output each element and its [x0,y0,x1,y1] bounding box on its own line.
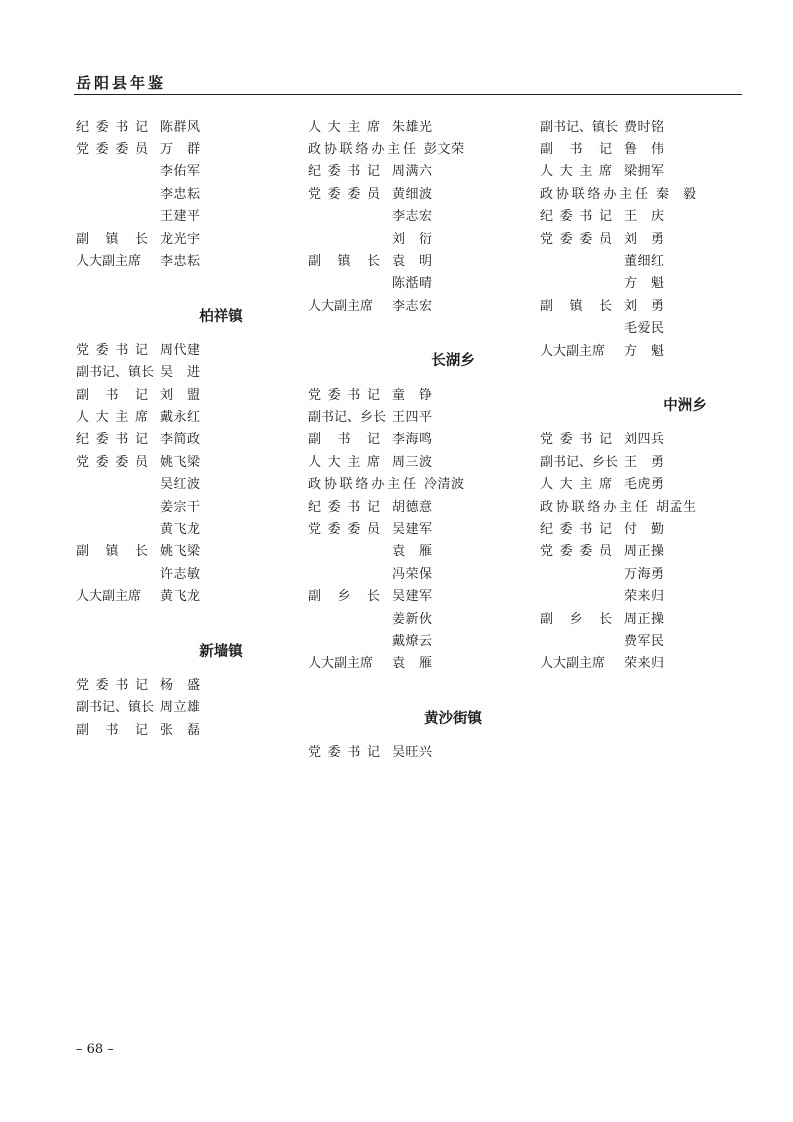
column-3 [540,114,760,673]
officeholder-row [540,136,760,158]
officeholder-row [540,628,760,650]
person-name: 戴永红 [160,409,201,425]
person-name: 童 铮 [392,387,433,403]
officeholder-row [76,114,296,136]
role-label: 党委委员 [308,186,380,202]
section-spacer [76,606,296,628]
role-label: 党委书记 [308,745,380,761]
role-label: 党委委员 [308,521,380,537]
column-2 [308,114,528,762]
officeholder-row [308,248,528,270]
role-label: 党委委员 [76,454,148,470]
officeholder-row [76,561,296,583]
person-name: 王 勇 [624,454,665,470]
role-label: 副镇长 [308,254,380,270]
person-name: 黄飞龙 [160,589,201,605]
role-label: 人大主席 [540,164,612,180]
officeholder-row [308,204,528,226]
person-name: 黄飞龙 [160,521,201,537]
role-label: 人大副主席 [76,254,142,270]
officeholder-row [76,471,296,493]
person-name: 刘 盟 [160,387,201,403]
role-label: 副书记 [76,722,148,738]
officeholder-row [308,114,528,136]
role-label: 人大副主席 [540,656,606,672]
officeholder-row [76,204,296,226]
officeholder-row [76,695,296,717]
section-heading: 新墙镇 [199,643,243,660]
officeholder-row [540,271,760,293]
officeholder-row [76,539,296,561]
role-label: 党委委员 [540,544,612,560]
officeholder-row [76,672,296,694]
person-name: 周正操 [624,544,665,560]
role-label: 党委委员 [76,142,148,158]
officeholder-row [76,427,296,449]
role-label: 副书记、乡长 [540,454,619,470]
person-name: 陈湉晴 [392,276,433,292]
role-label: 人大副主席 [540,343,606,359]
section-heading: 柏祥镇 [199,308,243,325]
officeholder-row [76,382,296,404]
officeholder-row [76,583,296,605]
person-name: 周三波 [392,454,433,470]
person-name: 朱雄光 [392,119,433,135]
officeholder-row [540,338,760,360]
officeholder-row [540,427,760,449]
person-name: 袁 雁 [392,656,433,672]
role-label: 人大主席 [540,477,612,493]
role-label: 政协联络办主任 [308,477,416,493]
person-name: 付 勤 [624,521,665,537]
person-name: 荣来归 [624,656,665,672]
running-header-title: 岳阳县年鉴 [76,74,167,92]
officeholder-row [540,561,760,583]
page-number: – 68 – [76,1042,114,1057]
role-label: 党委委员 [540,231,612,247]
role-label: 纪委书记 [308,164,380,180]
person-name: 王建平 [160,209,201,225]
section-heading: 长湖乡 [431,353,475,370]
section-spacer [76,271,296,293]
person-name: 吴建军 [392,589,433,605]
section-spacer [308,316,528,338]
role-label: 纪委书记 [540,521,612,537]
person-name: 吴红波 [160,477,201,493]
role-label: 党委书记 [76,677,148,693]
person-name: 袁 明 [392,254,433,270]
person-name: 李志宏 [392,298,433,314]
person-name: 梁拥军 [624,164,665,180]
person-name: 彭文荣 [424,142,465,158]
officeholder-row [308,382,528,404]
person-name: 李忠耘 [160,186,201,202]
officeholder-row [76,449,296,471]
officeholder-row [540,159,760,181]
officeholder-row [540,471,760,493]
officeholder-row [76,717,296,739]
person-name: 姜新伙 [392,611,433,627]
officeholder-row [76,337,296,359]
person-name: 方 魁 [624,343,665,359]
officeholder-row [76,494,296,516]
officeholder-row [76,226,296,248]
role-label: 纪委书记 [76,432,148,448]
section-spacer [308,673,528,695]
officeholder-row [308,136,528,158]
role-label: 政协联络办主任 [540,186,648,202]
officeholder-row [308,539,528,561]
officeholder-row [540,293,760,315]
section-heading: 黄沙街镇 [424,710,482,727]
officeholder-row [540,651,760,673]
header-rule [74,94,742,95]
role-label: 党委书记 [540,432,612,448]
officeholder-row [76,181,296,203]
person-name: 姜宗干 [160,499,201,515]
role-label: 党委书记 [308,387,380,403]
officeholder-row [308,516,528,538]
officeholder-row [308,293,528,315]
officeholder-row [540,606,760,628]
role-label: 副镇长 [76,544,148,560]
role-label: 副书记 [308,432,380,448]
officeholder-row [308,427,528,449]
officeholder-row [540,494,760,516]
officeholder-row [540,204,760,226]
officeholder-row [540,539,760,561]
officeholder-row [308,404,528,426]
officeholder-row [308,494,528,516]
person-name: 刘 衍 [392,231,433,247]
person-name: 鲁 伟 [624,142,665,158]
role-label: 副书记、镇长 [540,119,619,135]
role-label: 政协联络办主任 [540,499,648,515]
officeholder-row [540,316,760,338]
officeholder-row [308,606,528,628]
person-name: 吴 进 [160,365,201,381]
role-label: 纪委书记 [308,499,380,515]
officeholder-row [308,583,528,605]
officeholder-row [76,516,296,538]
role-label: 副书记、镇长 [76,700,155,716]
person-name: 李志宏 [392,209,433,225]
person-name: 戴燎云 [392,633,433,649]
person-name: 李佑军 [160,164,201,180]
person-name: 姚飞梁 [160,544,201,560]
person-name: 吴建军 [392,521,433,537]
person-name: 董细红 [624,254,665,270]
person-name: 许志敏 [160,566,201,582]
section-heading: 中洲乡 [663,398,707,415]
role-label: 纪委书记 [76,119,148,135]
officeholder-row [76,248,296,270]
role-label: 人大副主席 [308,656,374,672]
person-name: 万海勇 [624,566,665,582]
person-name: 李简政 [160,432,201,448]
role-label: 政协联络办主任 [308,142,416,158]
officeholder-row [540,114,760,136]
officeholder-row [540,516,760,538]
person-name: 冯荣保 [392,566,433,582]
section-spacer [540,360,760,382]
person-name: 费军民 [624,633,665,649]
role-label: 人大副主席 [76,589,142,605]
officeholder-row [308,449,528,471]
role-label: 人大主席 [76,409,148,425]
officeholder-row [540,226,760,248]
person-name: 陈群风 [160,119,201,135]
person-name: 龙光宇 [160,231,201,247]
person-name: 刘 勇 [624,231,665,247]
person-name: 黄细波 [392,186,433,202]
person-name: 胡孟生 [656,499,697,515]
role-label: 副书记、乡长 [308,409,387,425]
officeholder-row [76,159,296,181]
role-label: 副乡长 [308,589,380,605]
officeholder-row [308,561,528,583]
officeholder-row [308,181,528,203]
role-label: 纪委书记 [540,209,612,225]
role-label: 人大副主席 [308,298,374,314]
person-name: 费时铭 [624,119,665,135]
person-name: 周立雄 [160,700,201,716]
person-name: 冷清波 [424,477,465,493]
officeholder-row [308,739,528,761]
officeholder-row [540,583,760,605]
person-name: 王四平 [392,409,433,425]
person-name: 秦 毅 [656,186,697,202]
person-name: 荣来归 [624,589,665,605]
person-name: 周满六 [392,164,433,180]
officeholder-row [308,271,528,293]
person-name: 吴旺兴 [392,745,433,761]
person-name: 张 磊 [160,722,201,738]
officeholder-row [308,628,528,650]
person-name: 胡德意 [392,499,433,515]
officeholder-row [308,471,528,493]
officeholder-row [308,226,528,248]
officeholder-row [540,181,760,203]
officeholder-row [76,136,296,158]
person-name: 刘 勇 [624,298,665,314]
role-label: 副乡长 [540,611,612,627]
person-name: 方 魁 [624,276,665,292]
column-1 [76,114,296,739]
person-name: 毛虎勇 [624,477,665,493]
officeholder-row [540,248,760,270]
role-label: 副镇长 [540,298,612,314]
officeholder-row [76,360,296,382]
person-name: 王 庆 [624,209,665,225]
person-name: 万 群 [160,142,201,158]
role-label: 副书记、镇长 [76,365,155,381]
person-name: 周正操 [624,611,665,627]
role-label: 副书记 [540,142,612,158]
role-label: 党委书记 [76,342,148,358]
person-name: 李海鸣 [392,432,433,448]
person-name: 周代建 [160,342,201,358]
officeholder-row [308,159,528,181]
role-label: 副书记 [76,387,148,403]
officeholder-row [540,449,760,471]
person-name: 李忠耘 [160,254,201,270]
person-name: 姚飞梁 [160,454,201,470]
person-name: 毛爱民 [624,321,665,337]
person-name: 刘四兵 [624,432,665,448]
role-label: 人大主席 [308,454,380,470]
person-name: 袁 雁 [392,544,433,560]
officeholder-row [308,651,528,673]
role-label: 副镇长 [76,231,148,247]
role-label: 人大主席 [308,119,380,135]
person-name: 杨 盛 [160,677,201,693]
officeholder-row [76,404,296,426]
